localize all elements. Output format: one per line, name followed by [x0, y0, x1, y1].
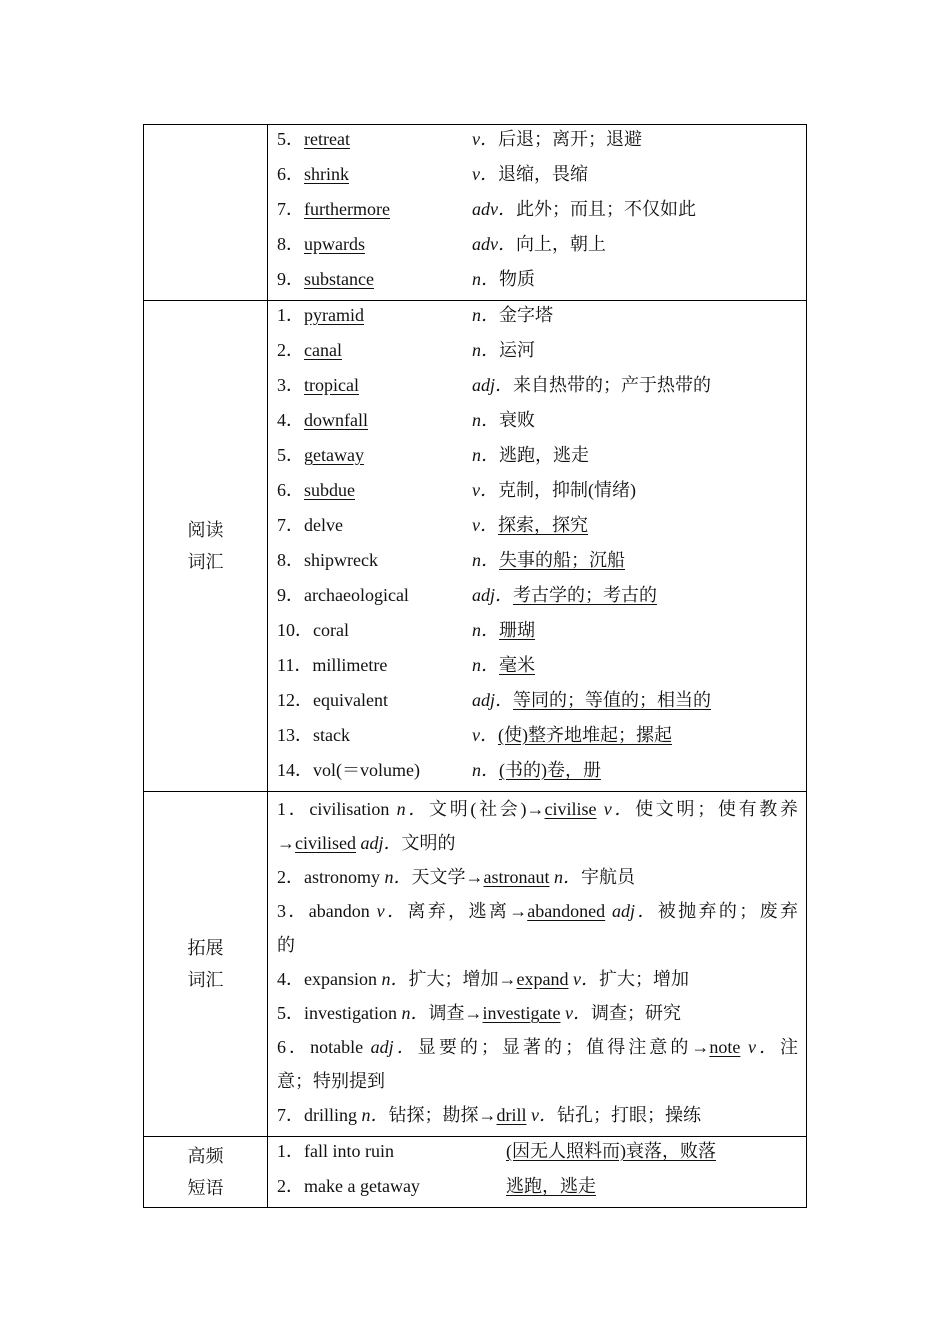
- derived-word: investigate: [482, 1003, 561, 1023]
- derivation-entry: 1．civilisation n．文明(社会)→civilise v．使文明；使有教养 →civilised adj．文明的: [277, 799, 799, 853]
- word-entry: 8．shipwreck n．失事的船；沉船: [277, 550, 625, 570]
- vocab-word: vol(＝volume): [313, 760, 420, 780]
- category-label: 词汇: [187, 552, 224, 572]
- word-entry: 2．canal n．运河: [277, 340, 535, 360]
- word-entry: 7．delve v．探索，探究: [277, 515, 588, 535]
- derived-word: drill: [496, 1105, 527, 1125]
- category-cell-reading: [144, 301, 268, 792]
- word-entry: 1．pyramid n．金字塔: [277, 305, 553, 325]
- vocab-word: canal: [304, 340, 342, 360]
- vocab-word: downfall: [304, 410, 368, 430]
- phrase-entry: 2．make a getaway 逃跑，逃走: [277, 1172, 798, 1207]
- vocab-word: stack: [313, 725, 350, 745]
- continued-words-cell: [268, 125, 807, 301]
- vocab-word: shrink: [304, 164, 349, 184]
- phrase-meaning: 逃跑，逃走: [506, 1176, 596, 1196]
- derivation-entry: 6．notable adj．显要的；显著的；值得注意的→note v．注 意；特别提到: [277, 1037, 799, 1091]
- vocab-word: retreat: [304, 129, 350, 149]
- phrases-row: [144, 1137, 807, 1208]
- vocab-word: equivalent: [313, 690, 388, 710]
- vocab-word: coral: [313, 620, 349, 640]
- derivation-entry: 4．expansion n．扩大；增加→expand v．扩大；增加: [277, 969, 689, 989]
- derivation-entry: 5．investigation n．调查→investigate v．调查；研究: [277, 1003, 681, 1023]
- extended-vocab-row: [144, 792, 807, 1137]
- derivation-entry: 7．drilling n．钻探；勘探→drill v．钻孔；打眼；操练: [277, 1105, 701, 1125]
- category-label: 拓展: [187, 938, 224, 958]
- vocab-word: archaeological: [304, 585, 409, 605]
- vocab-word: getaway: [304, 445, 364, 465]
- word-entry: 3．tropical adj．来自热带的；产于热带的: [277, 375, 712, 395]
- word-entry: 13．stack v．(使)整齐地堆起；摞起: [277, 725, 672, 745]
- word-entry: 10．coral n．珊瑚: [277, 620, 535, 640]
- phrase-text: fall into ruin: [304, 1141, 394, 1161]
- word-entry: 9．substance n．物质: [277, 269, 535, 289]
- word-entry: 5．getaway n．逃跑，逃走: [277, 445, 589, 465]
- derived-word: astronaut: [483, 867, 550, 887]
- category-cell-empty: [144, 125, 268, 301]
- vocabulary-table: [143, 124, 807, 1208]
- vocab-word: millimetre: [312, 655, 388, 675]
- category-label: 阅读: [187, 520, 224, 540]
- derived-word: note: [709, 1037, 741, 1057]
- word-entry: 7．furthermore adv．此外；而且；不仅如此: [277, 199, 696, 219]
- vocab-word: upwards: [304, 234, 365, 254]
- category-cell-phrases: [144, 1137, 268, 1208]
- vocab-word: subdue: [304, 480, 355, 500]
- category-label: 词汇: [187, 970, 224, 990]
- vocab-word: delve: [304, 515, 343, 535]
- derivation-entry: 2．astronomy n．天文学→astronaut n．宇航员: [277, 867, 635, 887]
- reading-vocab-row: [144, 301, 807, 792]
- word-entry: 6．shrink v．退缩，畏缩: [277, 164, 588, 184]
- word-entry: 4．downfall n．衰败: [277, 410, 535, 430]
- phrase-text: make a getaway: [304, 1176, 420, 1196]
- vocab-word: shipwreck: [304, 550, 378, 570]
- section-continued-row: [144, 125, 807, 301]
- derived-word: abandoned: [527, 901, 606, 921]
- word-entry: 12．equivalent adj．等同的；等值的；相当的: [277, 690, 712, 710]
- category-cell-extended: [144, 792, 268, 1137]
- extended-words-cell: [268, 792, 807, 1137]
- word-entry: 6．subdue v．克制，抑制(情绪): [277, 480, 636, 500]
- vocab-word: furthermore: [304, 199, 390, 219]
- derived-word: civilised: [295, 833, 356, 853]
- derived-word: expand: [516, 969, 569, 989]
- word-entry: 9．archaeological adj．考古学的；考古的: [277, 585, 658, 605]
- phrase-entry: 1．fall into ruin (因无人照料而)衰落，败落: [277, 1137, 798, 1172]
- derivation-entry: 3．abandon v．离弃，逃离→abandoned adj．被抛弃的；废弃 的: [277, 901, 799, 955]
- phrase-meaning: (因无人照料而)衰落，败落: [506, 1141, 716, 1161]
- vocab-word: substance: [304, 269, 374, 289]
- vocab-word: tropical: [304, 375, 359, 395]
- word-entry: 14．vol(＝volume) n．(书的)卷，册: [277, 760, 601, 780]
- word-entry: 8．upwards adv．向上，朝上: [277, 234, 606, 254]
- reading-words-cell: [268, 301, 807, 792]
- vocab-word: pyramid: [304, 305, 364, 325]
- category-label: 短语: [187, 1178, 224, 1198]
- word-entry: 11．millimetre n．毫米: [277, 655, 535, 675]
- word-entry: 5．retreat v．后退；离开；退避: [277, 129, 642, 149]
- derived-word: civilise: [544, 799, 597, 819]
- phrases-cell: [268, 1137, 807, 1208]
- category-label: 高频: [187, 1146, 224, 1166]
